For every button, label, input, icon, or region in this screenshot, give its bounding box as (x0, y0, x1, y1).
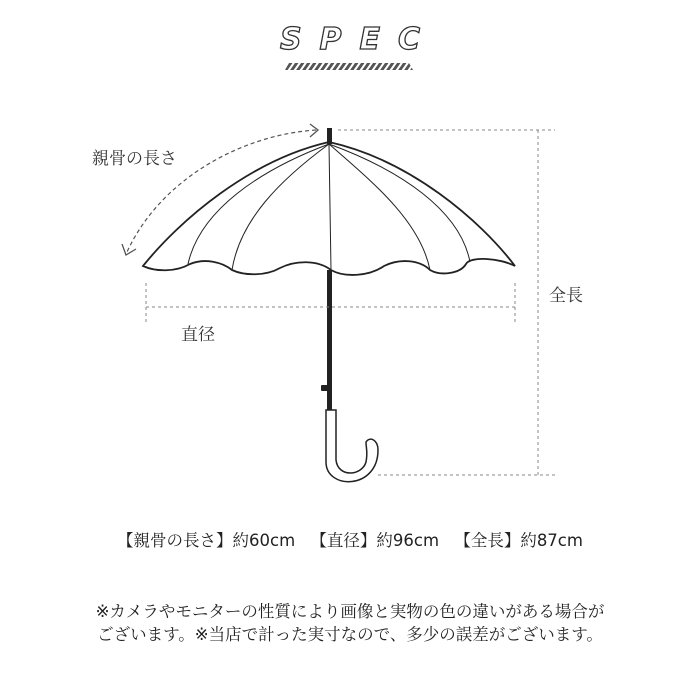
total-length-label: 全長 (549, 286, 583, 306)
rib-measurement: 【親骨の長さ】約60cm (117, 531, 296, 550)
measurements-row (0, 527, 700, 551)
diameter-measurement: 【直径】約96cm (310, 531, 440, 550)
spec-title: SPEC (279, 22, 439, 57)
note-line-1: ※カメラやモニターの性質により画像と実物の色の違いがある場合が (95, 602, 605, 621)
disclaimer-note (0, 600, 700, 646)
umbrella-tip (327, 128, 332, 144)
diameter-label: 直径 (181, 325, 215, 345)
rib-length-label: 親骨の長さ (92, 149, 177, 169)
total-measurement: 【全長】約87cm (454, 531, 583, 550)
umbrella-handle (326, 410, 378, 482)
umbrella-slider (321, 385, 328, 391)
note-line-2: ございます。※当店で計った実寸なので、多少の誤差がございます。 (97, 625, 603, 644)
